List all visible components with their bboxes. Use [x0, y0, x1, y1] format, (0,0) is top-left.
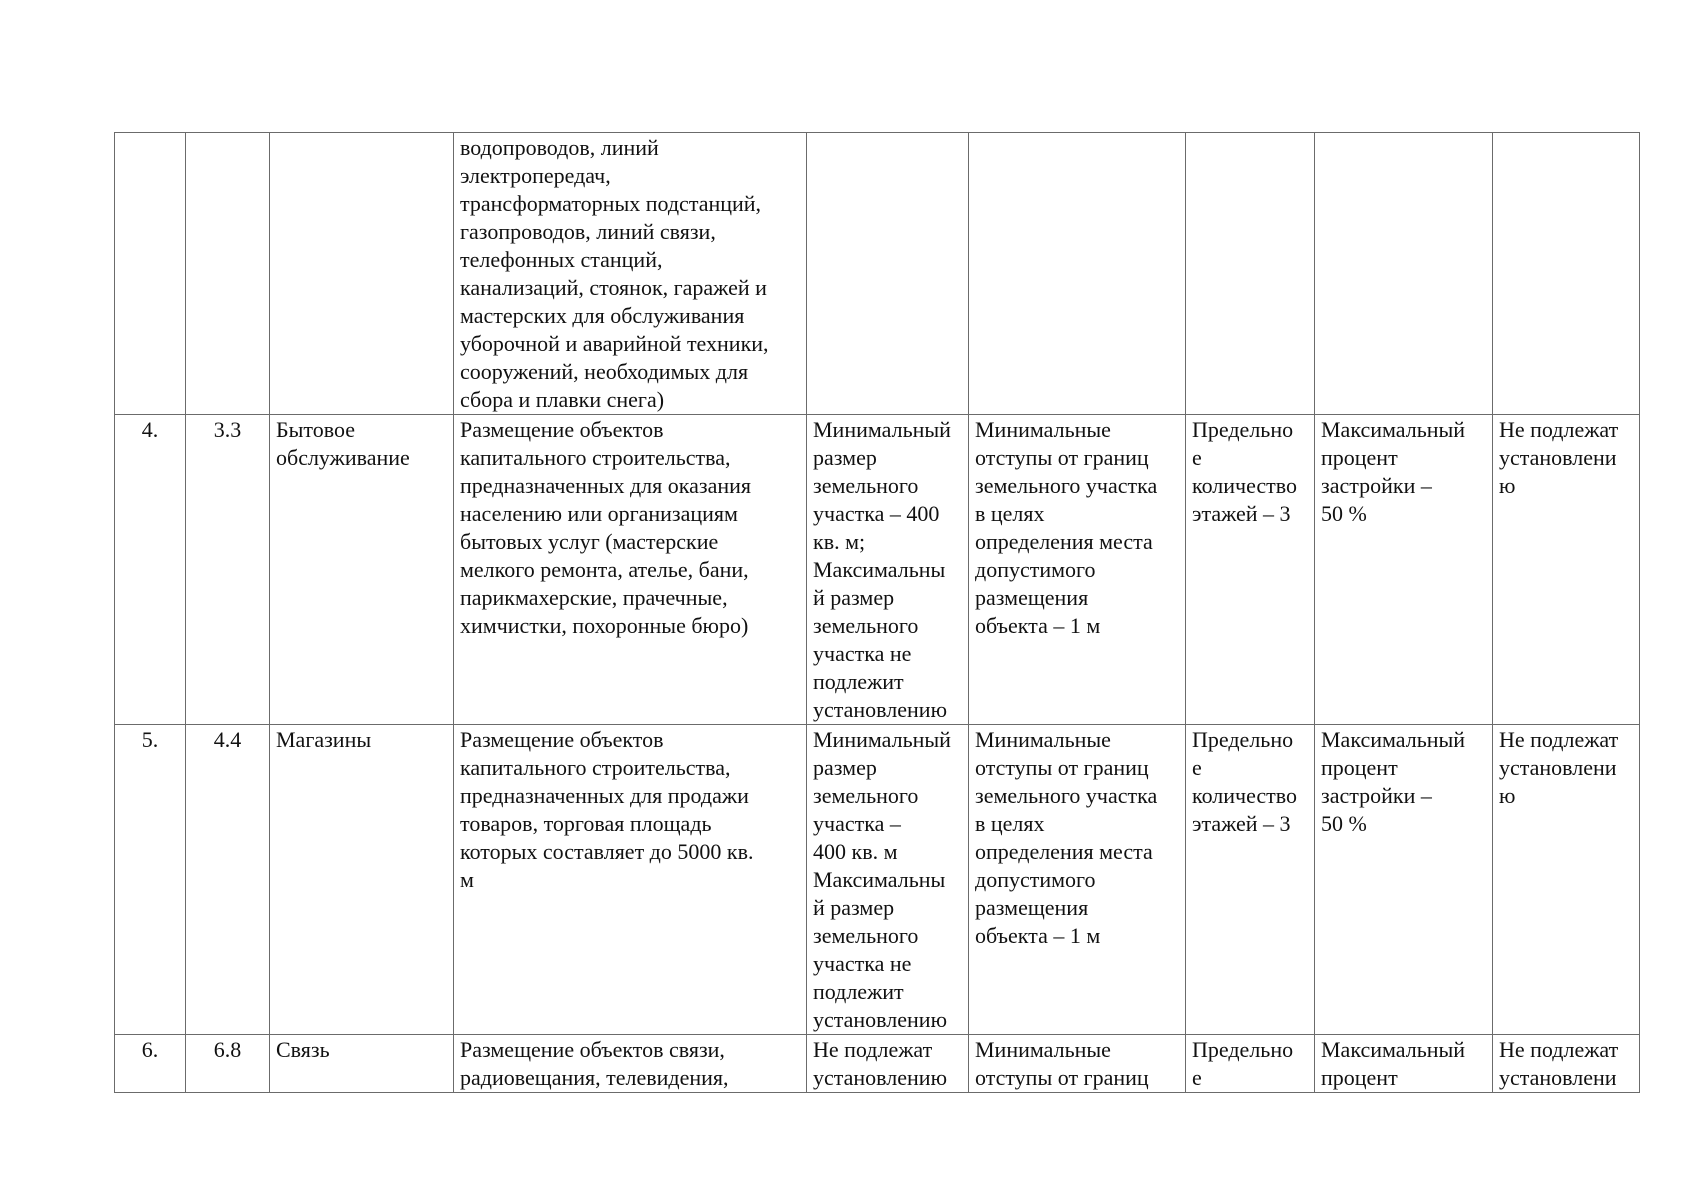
table-row: [115, 415, 1640, 725]
plot-size-cell: Минимальный размер земельного участка – 400 кв. м; Максимальны й размер земельного участка не подлежит установлению: [807, 415, 969, 725]
plot-size-cell: [807, 133, 969, 415]
row-number-cell: 4.: [115, 415, 186, 725]
other-limits-cell: Не подлежат установлени ю: [1493, 725, 1640, 1035]
use-description-cell: Размещение объектов связи, радиовещания, телевидения,: [454, 1035, 807, 1093]
other-limits-cell: Не подлежат установлени ю: [1493, 415, 1640, 725]
use-code-cell: 3.3: [186, 415, 270, 725]
use-description-cell: Размещение объектов капитального строительства, предназначенных для продажи товаров, торговая площадь которых составляет до 5000 кв. м: [454, 725, 807, 1035]
use-name-cell: Магазины: [270, 725, 454, 1035]
floors-cell: Предельно е: [1186, 1035, 1315, 1093]
coverage-cell: Максимальный процент застройки – 50 %: [1315, 725, 1493, 1035]
other-limits-cell: Не подлежат установлени: [1493, 1035, 1640, 1093]
coverage-cell: [1315, 133, 1493, 415]
setbacks-cell: Минимальные отступы от границ земельного участка в целях определения места допустимого размещения объекта – 1 м: [969, 725, 1186, 1035]
use-code-cell: 4.4: [186, 725, 270, 1035]
other-limits-cell: [1493, 133, 1640, 415]
use-description-cell: Размещение объектов капитального строительства, предназначенных для оказания населению или организациям бытовых услуг (мастерские мелкого ремонта, ателье, бани, парикмахерские, прачечные, химчистки, похоронные бюро): [454, 415, 807, 725]
row-number-cell: 5.: [115, 725, 186, 1035]
land-use-regulations-table: [114, 132, 1640, 1093]
floors-cell: Предельно е количество этажей – 3: [1186, 415, 1315, 725]
table-row: [115, 725, 1640, 1035]
floors-cell: [1186, 133, 1315, 415]
coverage-cell: Максимальный процент: [1315, 1035, 1493, 1093]
plot-size-cell: Не подлежат установлению: [807, 1035, 969, 1093]
table-row: [115, 133, 1640, 415]
use-code-cell: 6.8: [186, 1035, 270, 1093]
use-name-cell: [270, 133, 454, 415]
use-name-cell: Бытовое обслуживание: [270, 415, 454, 725]
use-description-cell: водопроводов, линий электропередач, трансформаторных подстанций, газопроводов, линий связи, телефонных станций, канализаций, стоянок, гаражей и мастерских для обслуживания уборочной и аварийной техники, сооружений, необходимых для сбора и плавки снега): [454, 133, 807, 415]
coverage-cell: Максимальный процент застройки – 50 %: [1315, 415, 1493, 725]
setbacks-cell: Минимальные отступы от границ земельного участка в целях определения места допустимого размещения объекта – 1 м: [969, 415, 1186, 725]
row-number-cell: 6.: [115, 1035, 186, 1093]
row-number-cell: [115, 133, 186, 415]
use-name-cell: Связь: [270, 1035, 454, 1093]
setbacks-cell: Минимальные отступы от границ: [969, 1035, 1186, 1093]
plot-size-cell: Минимальный размер земельного участка – 400 кв. м Максимальны й размер земельного участка не подлежит установлению: [807, 725, 969, 1035]
table-row: [115, 1035, 1640, 1093]
setbacks-cell: [969, 133, 1186, 415]
floors-cell: Предельно е количество этажей – 3: [1186, 725, 1315, 1035]
use-code-cell: [186, 133, 270, 415]
